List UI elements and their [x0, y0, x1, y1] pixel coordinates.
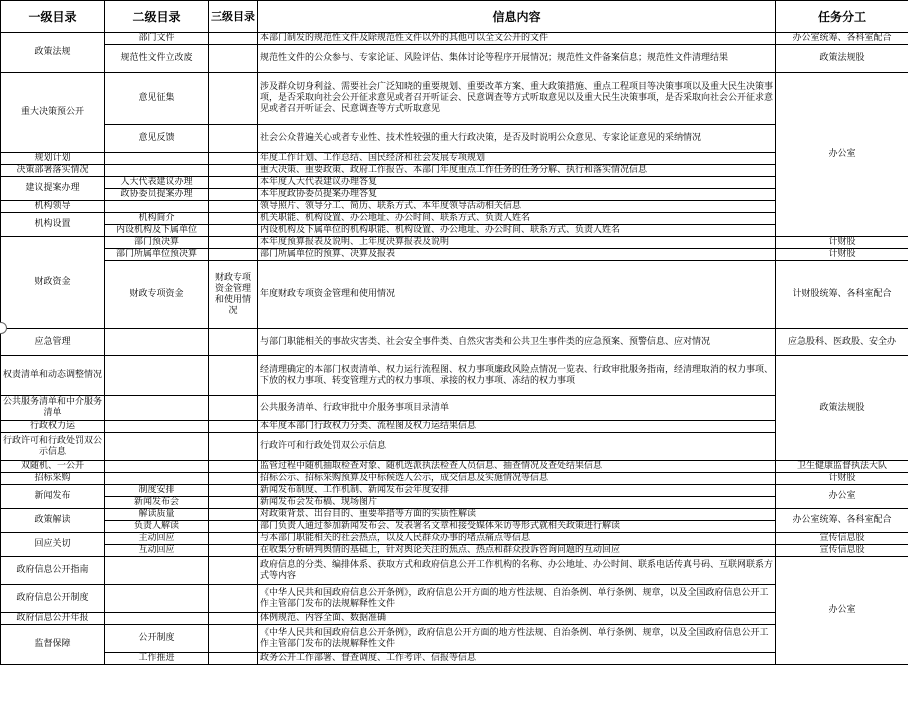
cell-level2[interactable]	[105, 153, 209, 165]
cell-level3[interactable]	[209, 177, 258, 189]
cell-level3[interactable]	[209, 461, 258, 473]
cell-content[interactable]: 涉及群众切身利益、需要社会广泛知晓的重要规划、重要改革方案、重大政策措施、重点工程项目等决策事项以及重大民生决策事项，是否采取向社会公开征求意见或者召开听证会、民意调查等方式听取意见以及重大民生决策事项，是否采取向社会公开征求意见或者召开听证会、民意调查等方式听取意见	[258, 73, 776, 125]
table-row	[1, 625, 908, 653]
cell-content[interactable]: 公共服务清单、行政审批中介服务事项目录清单	[258, 396, 776, 421]
cell-level2[interactable]	[105, 613, 209, 625]
table-row	[1, 461, 908, 473]
cell-level2[interactable]: 机构简介	[105, 213, 209, 225]
cell-level3[interactable]	[209, 237, 258, 249]
cell-level2[interactable]: 公开制度	[105, 625, 209, 653]
cell-level3[interactable]	[209, 485, 258, 497]
cell-level2[interactable]: 新闻发布会	[105, 497, 209, 509]
cell-content[interactable]: 部门负责人通过参加新闻发布会、发表署名文章和接受媒体采访等形式就相关政策进行解读	[258, 521, 776, 533]
table-row	[1, 261, 908, 329]
table-row	[1, 473, 908, 485]
cell-assignment[interactable]: 计财股	[776, 473, 908, 485]
table-row	[1, 73, 908, 125]
cell-content[interactable]: 本年度本部门行政权力分类、流程图及权力运结果信息	[258, 421, 776, 433]
cell-content[interactable]: 社会公众普遍关心或者专业性、技术性较强的重大行政决策，是否及时说明公众意见、专家论证意见的采纳情况	[258, 125, 776, 153]
cell-content[interactable]: 规范性文件的公众参与、专家论证、风险评估、集体讨论等程序开展情况；规范性文件备案信息；规范性文件清理结果	[258, 45, 776, 73]
cell-level3[interactable]	[209, 33, 258, 45]
cell-level2[interactable]: 部门预决算	[105, 237, 209, 249]
cell-level2[interactable]: 内设机构及下属单位	[105, 225, 209, 237]
cell-level3[interactable]	[209, 249, 258, 261]
header-assignment[interactable]: 任务分工	[776, 1, 908, 33]
cell-level2[interactable]: 制度安排	[105, 485, 209, 497]
cell-level3[interactable]	[209, 356, 258, 396]
cell-content[interactable]: 与部门职能相关的事故灾害类、社会安全事件类、自然灾害类和公共卫生事件类的应急预案、预警信息、应对情况	[258, 329, 776, 356]
header-level1[interactable]: 一级目录	[1, 1, 105, 33]
cell-level1[interactable]: 建议提案办理	[1, 177, 105, 201]
cell-level1[interactable]: 财政资金	[1, 237, 105, 329]
cell-level2[interactable]: 意见反馈	[105, 125, 209, 153]
cell-level1[interactable]: 双随机、一公开	[1, 461, 105, 473]
cell-level1[interactable]: 政策解读	[1, 509, 105, 533]
table-row	[1, 201, 908, 213]
cell-content[interactable]: 政府信息的分类、编排体系、获取方式和政府信息公开工作机构的名称、办公地址、办公时间、联系电话传真号码、互联网联系方式等内容	[258, 557, 776, 585]
cell-level2[interactable]	[105, 165, 209, 177]
table-row	[1, 396, 908, 421]
cell-level2[interactable]: 政协委员提案办理	[105, 189, 209, 201]
cell-level2[interactable]: 人大代表建议办理	[105, 177, 209, 189]
cell-level2[interactable]: 工作推进	[105, 653, 209, 665]
cell-content[interactable]: 监管过程中随机抽取检查对象、随机选派执法检查人员信息、抽查情况及查处结果信息	[258, 461, 776, 473]
cell-level3[interactable]	[209, 545, 258, 557]
cell-content[interactable]: 行政许可和行政处罚双公示信息	[258, 433, 776, 461]
table-row	[1, 165, 908, 177]
cell-level1[interactable]: 行政权力运	[1, 421, 105, 433]
cell-level3[interactable]	[209, 189, 258, 201]
cell-content[interactable]: 领导照片、领导分工、简历、联系方式、本年度领导活动相关信息	[258, 201, 776, 213]
cell-assignment[interactable]: 办公室	[776, 557, 908, 665]
table-row	[1, 125, 908, 153]
cell-assignment[interactable]: 应急股科、医政股、安全办	[776, 329, 908, 356]
table-row	[1, 45, 908, 73]
cell-level1[interactable]: 决策部署落实情况	[1, 165, 105, 177]
table-row	[1, 189, 908, 201]
cell-level3[interactable]	[209, 213, 258, 225]
cell-level3[interactable]	[209, 613, 258, 625]
table-row	[1, 557, 908, 585]
cell-level3[interactable]	[209, 45, 258, 73]
cell-assignment[interactable]: 宣传信息股	[776, 533, 908, 545]
cell-level2[interactable]: 部门文件	[105, 33, 209, 45]
cell-content[interactable]: 机关职能、机构设置、办公地址、办公时间、联系方式、负责人姓名	[258, 213, 776, 225]
cell-content[interactable]: 年度工作计划、工作总结、国民经济和社会发展专项规划	[258, 153, 776, 165]
cell-content[interactable]: 新闻发布制度、工作机制、新闻发布会年度安排	[258, 485, 776, 497]
table-row	[1, 213, 908, 225]
cell-content[interactable]: 重大决策、重要政策、政府工作报告、本部门年度重点工作任务的任务分解、执行和落实情况信息	[258, 165, 776, 177]
cell-level1[interactable]: 监督保障	[1, 625, 105, 665]
cell-level1[interactable]: 权责清单和动态调整情况	[1, 356, 105, 396]
header-level2[interactable]: 二级目录	[105, 1, 209, 33]
cell-assignment[interactable]: 宣传信息股	[776, 545, 908, 557]
cell-content[interactable]: 内设机构及下属单位的机构职能、机构设置、办公地址、办公时间、联系方式、负责人姓名	[258, 225, 776, 237]
cell-level3[interactable]	[209, 329, 258, 356]
table-row	[1, 533, 908, 545]
cell-level2[interactable]: 负责人解读	[105, 521, 209, 533]
cell-level3[interactable]	[209, 497, 258, 509]
cell-level3[interactable]	[209, 125, 258, 153]
cell-content[interactable]: 《中华人民共和国政府信息公开条例》，政府信息公开方面的地方性法规、自治条例、单行条例、规章，以及全国政府信息公开工作主管部门发布的法规解释性文件	[258, 585, 776, 613]
cell-content[interactable]: 年度财政专项资金管理和使用情况	[258, 261, 776, 329]
cell-level3[interactable]	[209, 396, 258, 421]
cell-content[interactable]: 政务公开工作部署、督查调度、工作考评、信报等信息	[258, 653, 776, 665]
cell-content[interactable]: 本年度政协委员提案办理答复	[258, 189, 776, 201]
cell-level2[interactable]: 解读质量	[105, 509, 209, 521]
cell-level2[interactable]	[105, 557, 209, 585]
cell-level2[interactable]	[105, 433, 209, 461]
cell-level1[interactable]: 新闻发布	[1, 485, 105, 509]
cell-assignment[interactable]: 办公室	[776, 485, 908, 509]
cell-assignment[interactable]: 政策法规股	[776, 45, 908, 73]
cell-assignment[interactable]: 计财股统筹、各科室配合	[776, 261, 908, 329]
cell-level3[interactable]: 财政专项资金管理和使用情况	[209, 261, 258, 329]
table-row	[1, 225, 908, 237]
cell-assignment[interactable]: 计财股	[776, 237, 908, 249]
table-row	[1, 509, 908, 521]
cell-level3[interactable]	[209, 165, 258, 177]
table-row	[1, 177, 908, 189]
cell-level1[interactable]: 公共服务清单和中介服务清单	[1, 396, 105, 421]
cell-level1[interactable]: 政府信息公开制度	[1, 585, 105, 613]
cell-assignment[interactable]: 政策法规股	[776, 356, 908, 461]
cell-level3[interactable]	[209, 73, 258, 125]
cell-assignment[interactable]: 办公室	[776, 73, 908, 237]
cell-level2[interactable]	[105, 421, 209, 433]
table-row	[1, 421, 908, 433]
cell-level2[interactable]	[105, 356, 209, 396]
cell-content[interactable]: 在收集分析研判舆情的基础上，针对舆论关注的焦点、热点和群众投诉咨询问题的互动回应	[258, 545, 776, 557]
cell-level1[interactable]: 政府信息公开年报	[1, 613, 105, 625]
header-row	[1, 1, 908, 33]
table-row	[1, 521, 908, 533]
cell-level3[interactable]	[209, 585, 258, 613]
cell-level1[interactable]: 政策法规	[1, 33, 105, 73]
cell-content[interactable]: 本年度预算报表及说明、上年度决算报表及说明	[258, 237, 776, 249]
cell-content[interactable]: 经清理确定的本部门权责清单、权力运行流程图、权力事项廉政风险点情况一览表、行政审批服务指南，经清理取消的权力事项、下放的权力事项、转变管理方式的权力事项、承接的权力事项、冻结的权力事项	[258, 356, 776, 396]
cell-content[interactable]: 《中华人民共和国政府信息公开条例》，政府信息公开方面的地方性法规、自治条例、单行条例、规章，以及全国政府信息公开工作主管部门发布的法规解释性文件	[258, 625, 776, 653]
cell-assignment[interactable]: 计财股	[776, 249, 908, 261]
cell-level3[interactable]	[209, 509, 258, 521]
table-row	[1, 433, 908, 461]
cell-level2[interactable]: 部门所属单位预决算	[105, 249, 209, 261]
cell-level3[interactable]	[209, 625, 258, 653]
table-row	[1, 485, 908, 497]
cell-content[interactable]: 部门所属单位的预算、决算及报表	[258, 249, 776, 261]
cell-level2[interactable]	[105, 585, 209, 613]
cell-content[interactable]: 招标公示、招标采购预算及中标候选人公示，成交信息及实施情况等信息	[258, 473, 776, 485]
cell-level1[interactable]: 应急管理	[1, 329, 105, 356]
cell-level1[interactable]: 规划计划	[1, 153, 105, 165]
table-row	[1, 653, 908, 665]
cell-level3[interactable]	[209, 201, 258, 213]
table-row	[1, 237, 908, 249]
cell-level2[interactable]: 意见征集	[105, 73, 209, 125]
cell-level1[interactable]: 机构领导	[1, 201, 105, 213]
table-row	[1, 329, 908, 356]
header-level3[interactable]: 三级目录	[209, 1, 258, 33]
cell-assignment[interactable]: 卫生健康监督执法大队	[776, 461, 908, 473]
cell-assignment[interactable]: 办公室统筹、各科室配合	[776, 509, 908, 533]
cell-level2[interactable]: 规范性文件立改废	[105, 45, 209, 73]
cell-assignment[interactable]: 办公室统筹、各科室配合	[776, 33, 908, 45]
cell-level2[interactable]	[105, 461, 209, 473]
cell-level1[interactable]: 重大决策预公开	[1, 73, 105, 153]
cell-content[interactable]: 本部门制发的规范性文件及除规范性文件以外的其他可以全文公开的文件	[258, 33, 776, 45]
table-row	[1, 249, 908, 261]
cell-content[interactable]: 本年度人大代表建议办理答复	[258, 177, 776, 189]
table-row	[1, 613, 908, 625]
cell-level1[interactable]: 招标采购	[1, 473, 105, 485]
cell-level3[interactable]	[209, 225, 258, 237]
cell-level2[interactable]	[105, 473, 209, 485]
table-row	[1, 545, 908, 557]
cell-content[interactable]: 新闻发布会发布稿、现场图片	[258, 497, 776, 509]
table-row	[1, 585, 908, 613]
cell-level3[interactable]	[209, 433, 258, 461]
cell-level1[interactable]: 行政许可和行政处罚双公示信息	[1, 433, 105, 461]
cell-level2[interactable]	[105, 396, 209, 421]
table-row	[1, 497, 908, 509]
cell-level1[interactable]: 回应关切	[1, 533, 105, 557]
cell-level2[interactable]: 财政专项资金	[105, 261, 209, 329]
cell-level1[interactable]: 政府信息公开指南	[1, 557, 105, 585]
cell-level2[interactable]: 互动回应	[105, 545, 209, 557]
cell-content[interactable]: 对政策背景、出台目的、重要举措等方面的实质性解读	[258, 509, 776, 521]
cell-content[interactable]: 与本部门职能相关的社会热点，以及人民群众办事的堵点痛点等信息	[258, 533, 776, 545]
cell-level3[interactable]	[209, 557, 258, 585]
table-row	[1, 33, 908, 45]
cell-level3[interactable]	[209, 521, 258, 533]
header-content[interactable]: 信息内容	[258, 1, 776, 33]
cell-level3[interactable]	[209, 153, 258, 165]
table-row	[1, 153, 908, 165]
cell-level3[interactable]	[209, 653, 258, 665]
cell-level3[interactable]	[209, 533, 258, 545]
cell-content[interactable]: 体例规范、内容全面、数据准确	[258, 613, 776, 625]
cell-level3[interactable]	[209, 473, 258, 485]
table-row	[1, 356, 908, 396]
cell-level3[interactable]	[209, 421, 258, 433]
cell-level1[interactable]: 机构设置	[1, 213, 105, 237]
cell-level2[interactable]	[105, 329, 209, 356]
cell-level2[interactable]	[105, 201, 209, 213]
cell-level2[interactable]: 主动回应	[105, 533, 209, 545]
